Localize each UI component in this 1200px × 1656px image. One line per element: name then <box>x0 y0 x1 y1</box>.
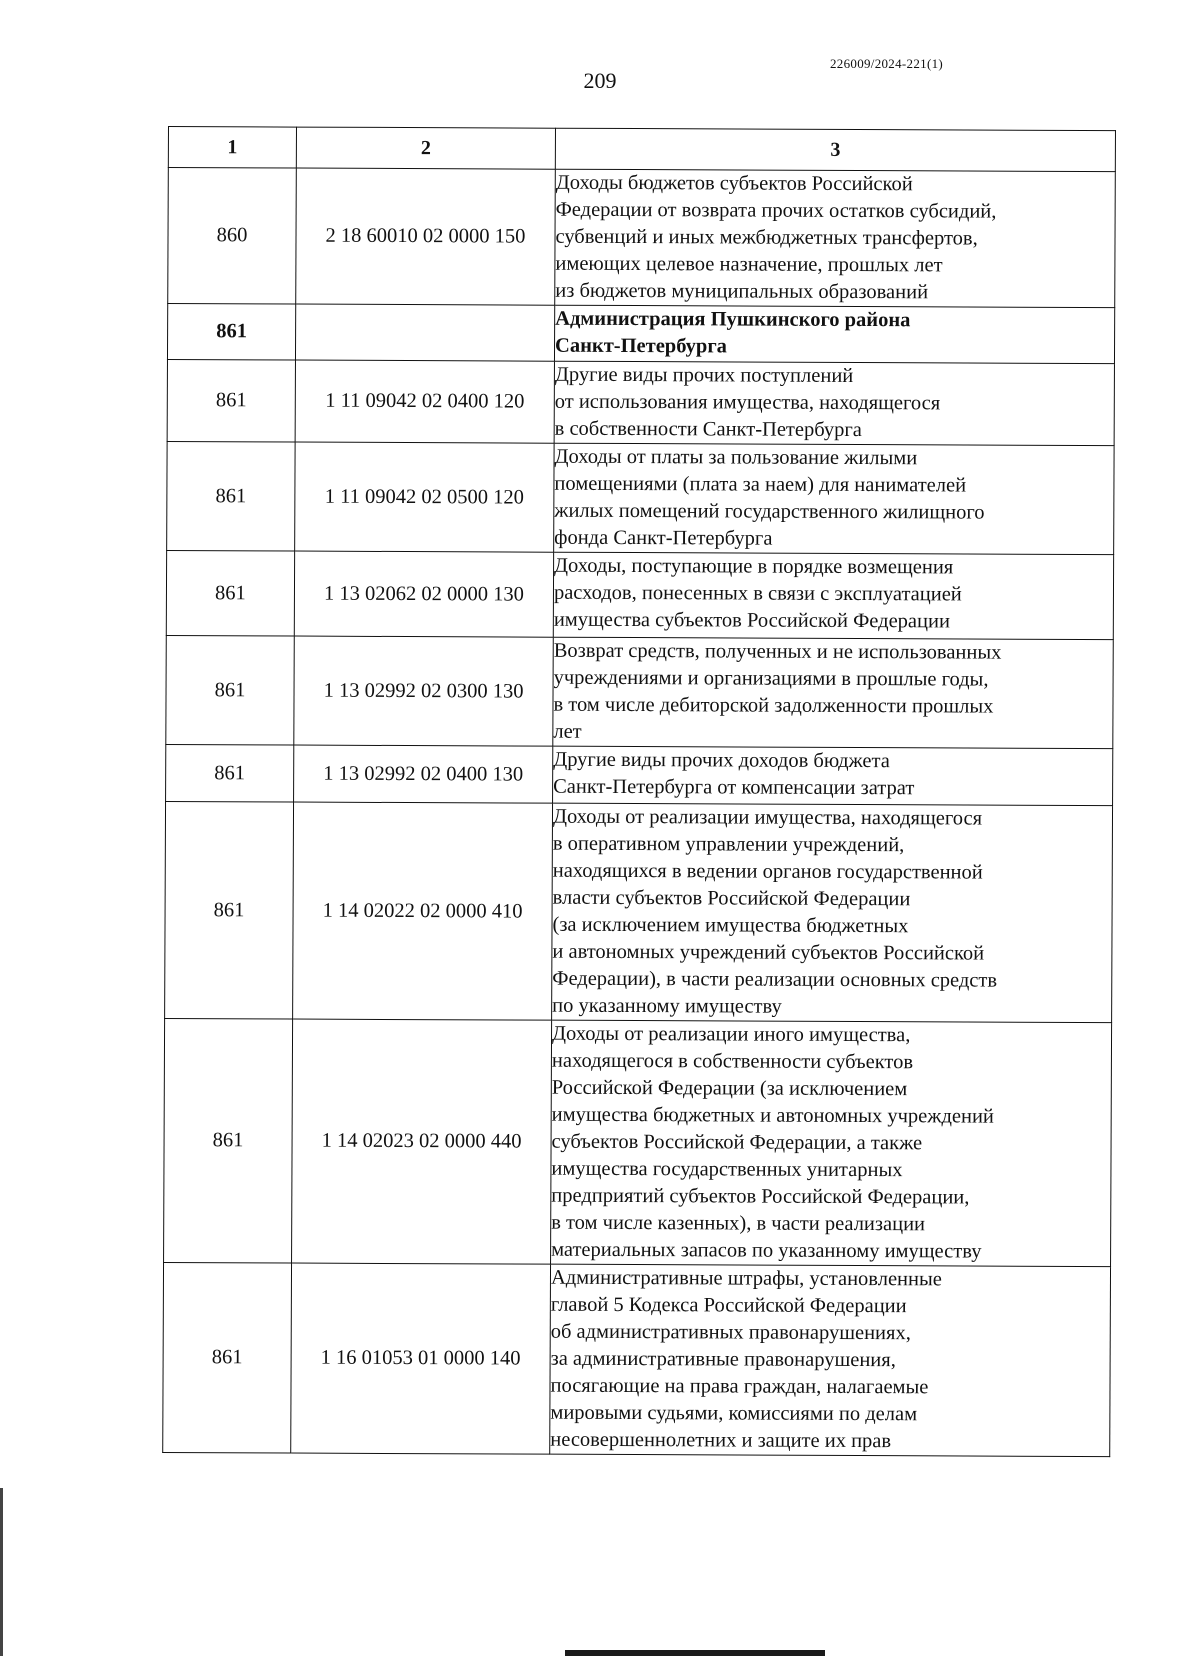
budget-classification-code-cell: 1 13 02992 02 0400 130 <box>294 745 553 803</box>
table-row <box>167 359 1114 445</box>
revenue-description-cell: Административные штрафы, установленные главой 5 Кодекса Российской Федерации об административных правонарушениях, за административные правонарушения, посягающие на права граждан, налагаемые мировыми судьями, комиссиями по делам несовершеннолетних и защите их прав <box>550 1264 1111 1456</box>
scan-bottom-artifact <box>565 1650 825 1656</box>
admin-code-cell: 861 <box>166 635 294 745</box>
table-body <box>163 168 1116 1457</box>
table-row-section-heading <box>167 304 1114 364</box>
budget-classification-code-cell: 1 14 02023 02 0000 440 <box>292 1019 552 1264</box>
budget-classification-code-cell: 1 11 09042 02 0400 120 <box>295 360 554 443</box>
budget-classification-code-cell: 1 16 01053 01 0000 140 <box>291 1263 551 1454</box>
column-header-3: 3 <box>555 128 1115 171</box>
admin-code-cell: 861 <box>167 441 295 551</box>
admin-code-cell: 861 <box>164 1018 293 1263</box>
admin-code-cell: 861 <box>166 744 294 802</box>
admin-code-cell: 861 <box>166 550 294 636</box>
table-header <box>168 127 1115 172</box>
revenue-description-cell: Доходы от реализации имущества, находящегося в оперативном управлении учреждений, находящихся в ведении органов государственной власти субъектов Российской Федерации (за исключением имущества бюджетных и автономных учреждений субъектов Российской Федерации), в части реализации основных средств по указанному имуществу <box>552 803 1113 1022</box>
revenue-description-cell: Другие виды прочих поступлений от использования имущества, находящегося в собственности Санкт-Петербурга <box>554 361 1114 445</box>
admin-code-cell: 861 <box>163 1262 292 1453</box>
revenue-description-cell: Доходы, поступающие в порядке возмещения расходов, понесенных в связи с эксплуатацией имущества субъектов Российской Федерации <box>553 552 1113 639</box>
budget-classification-code-cell: 1 13 02992 02 0300 130 <box>294 636 553 746</box>
scan-edge-artifact <box>0 1488 3 1656</box>
column-header-1: 1 <box>168 127 296 169</box>
column-header-2: 2 <box>296 127 555 169</box>
table-row <box>166 635 1113 748</box>
table-row <box>166 744 1113 805</box>
budget-classification-code-cell <box>295 304 554 361</box>
table-row <box>164 1018 1112 1266</box>
table-row <box>166 550 1113 639</box>
revenue-description-cell: Возврат средств, полученных и не использованных учреждениями и организациями в прошлые годы, в том числе дебиторской задолженности прошлых лет <box>553 637 1113 748</box>
revenue-description-cell: Доходы от платы за пользование жилыми помещениями (плата за наем) для нанимателей жилых помещений государственного жилищного фонда Санкт-Петербурга <box>554 443 1114 554</box>
table-row <box>165 801 1113 1022</box>
admin-code-cell: 861 <box>165 801 294 1019</box>
revenue-description-cell: Другие виды прочих доходов бюджета Санкт-Петербурга от компенсации затрат <box>553 746 1113 805</box>
administrator-name-cell: Администрация Пушкинского района Санкт-Петербурга <box>554 305 1114 363</box>
admin-code-cell: 861 <box>167 359 295 442</box>
table-row <box>163 1262 1111 1456</box>
admin-code-cell: 860 <box>168 168 297 305</box>
budget-codes-table <box>162 126 1116 1457</box>
document-registration-number: 226009/2024-221(1) <box>830 56 943 71</box>
budget-classification-code-cell: 2 18 60010 02 0000 150 <box>296 168 556 305</box>
budget-classification-code-cell: 1 13 02062 02 0000 130 <box>294 551 553 637</box>
admin-code-cell: 861 <box>167 304 295 361</box>
page-number: 209 <box>583 68 617 93</box>
table-row <box>168 168 1116 308</box>
budget-classification-code-cell: 1 14 02022 02 0000 410 <box>293 802 553 1020</box>
budget-classification-code-cell: 1 11 09042 02 0500 120 <box>295 442 554 552</box>
revenue-description-cell: Доходы бюджетов субъектов Российской Федерации от возврата прочих остатков субсидий, субвенций и иных межбюджетных трансфертов, имеющих целевое назначение, прошлых лет из бюджетов муниципальных образований <box>555 169 1116 307</box>
table-header-row <box>168 127 1115 172</box>
table-row <box>167 441 1114 554</box>
revenue-description-cell: Доходы от реализации иного имущества, находящегося в собственности субъектов Российской Федерации (за исключением имущества бюджетных и автономных учреждений субъектов Российской Федерации, а также имущества государственных унитарных предприятий субъектов Российской Федерации, в том числе казенных), в части реализации материальных запасов по указанному имуществу <box>551 1020 1112 1266</box>
